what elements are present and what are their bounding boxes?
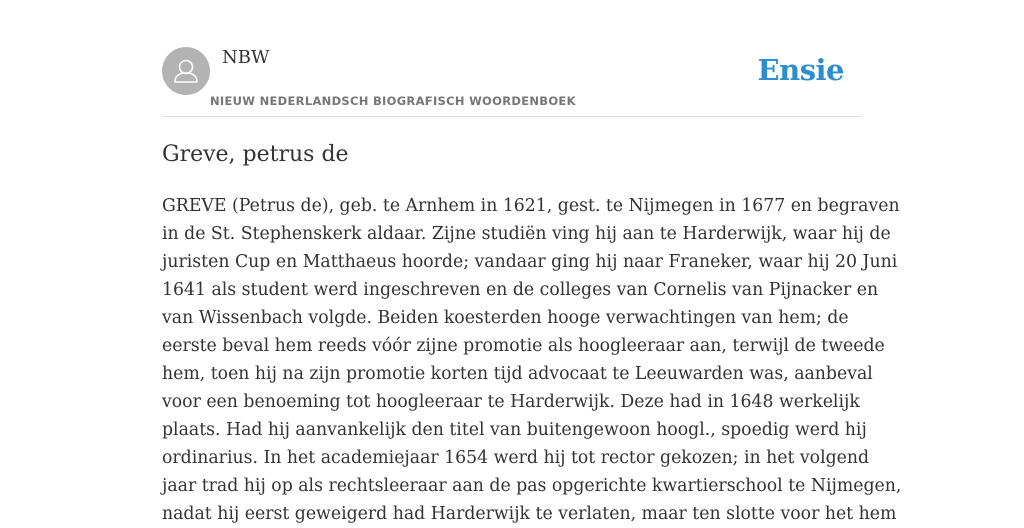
- body-line: hem, toen hij na zijn promotie korten tijd advocaat te Leeuwarden was, aanbeval: [162, 364, 873, 384]
- body-line: in de St. Stephenskerk aldaar. Zijne studiën ving hij aan te Harderwijk, waar hij de: [162, 224, 891, 244]
- body-line: juristen Cup en Matthaeus hoorde; vandaar ging hij naar Franeker, waar hij 20 Juni: [162, 252, 898, 272]
- source-header: [162, 46, 862, 117]
- body-line: van Wissenbach volgde. Beiden koesterden hooge verwachtingen van hem; de: [162, 308, 849, 328]
- body-line: plaats. Had hij aanvankelijk den titel van buitengewoon hoogl., spoedig werd hij: [162, 420, 867, 440]
- body-line: nadat hij eerst geweigerd had Harderwijk te verlaten, maar ten slotte voor het hem: [162, 504, 897, 524]
- user-icon: [162, 47, 210, 95]
- avatar[interactable]: [162, 47, 210, 95]
- body-line: eerste beval hem reeds vóór zijne promotie als hoogleeraar aan, terwijl de tweede: [162, 336, 885, 356]
- body-line: ordinarius. In het academiejaar 1654 werd hij tot rector gekozen; in het volgend: [162, 448, 870, 468]
- body-line: voor een benoeming tot hoogleeraar te Harderwijk. Deze had in 1648 werkelijk: [162, 392, 860, 412]
- entry-title: Greve, petrus de: [162, 142, 349, 167]
- body-line: 1641 als student werd ingeschreven en de colleges van Cornelis van Pijnacker en: [162, 280, 879, 300]
- body-line: jaar trad hij op als rechtsleeraar aan de pas opgerichte kwartierschool te Nijmegen,: [162, 476, 902, 496]
- entry-body: [162, 192, 902, 528]
- source-subtitle: NIEUW NEDERLANDSCH BIOGRAFISCH WOORDENBOEK: [210, 94, 576, 108]
- brand-logo[interactable]: Ensie: [757, 53, 844, 87]
- source-name[interactable]: NBW: [222, 47, 270, 68]
- body-line: GREVE (Petrus de), geb. te Arnhem in 1621, gest. te Nijmegen in 1677 en begraven: [162, 196, 900, 216]
